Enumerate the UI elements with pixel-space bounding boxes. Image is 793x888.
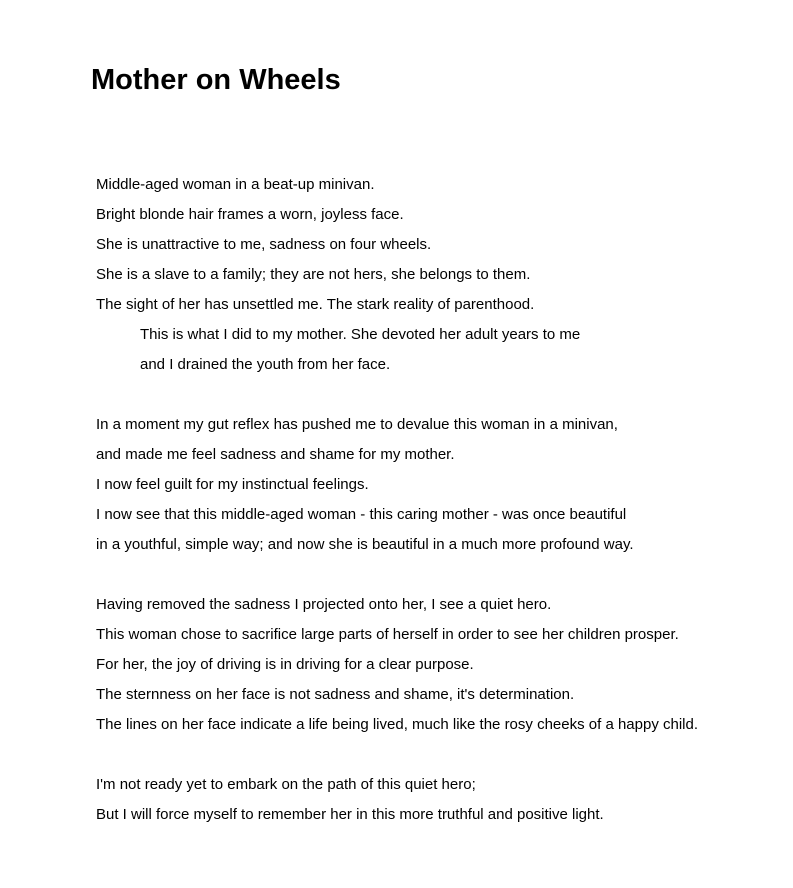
poem-line: She is unattractive to me, sadness on four wheels.: [96, 236, 432, 253]
poem-line: Bright blonde hair frames a worn, joyless face.: [96, 206, 404, 223]
stanza-1: [96, 170, 786, 380]
poem-line: The sternness on her face is not sadness and shame, it's determination.: [96, 686, 575, 703]
poem-line-indented: and I drained the youth from her face.: [140, 356, 391, 373]
poem-line: Middle-aged woman in a beat-up minivan.: [96, 176, 375, 193]
poem-title: Mother on Wheels: [91, 64, 341, 96]
poem-line: and made me feel sadness and shame for my mother.: [96, 446, 455, 463]
poem-line: I now feel guilt for my instinctual feelings.: [96, 476, 369, 493]
poem-line: I'm not ready yet to embark on the path of this quiet hero;: [96, 776, 476, 793]
poem-line: Having removed the sadness I projected onto her, I see a quiet hero.: [96, 596, 552, 613]
poem-line: This woman chose to sacrifice large parts of herself in order to see her children prosper.: [96, 626, 679, 643]
poem-line: in a youthful, simple way; and now she is beautiful in a much more profound way.: [96, 536, 634, 553]
poem-line: But I will force myself to remember her in this more truthful and positive light.: [96, 806, 604, 823]
poem-body: [96, 170, 786, 860]
poem-line-indented: This is what I did to my mother. She devoted her adult years to me: [140, 326, 581, 343]
poem-line: I now see that this middle-aged woman - this caring mother - was once beautiful: [96, 506, 627, 523]
stanza-2: [96, 410, 786, 560]
poem-line: The lines on her face indicate a life being lived, much like the rosy cheeks of a happy child.: [96, 716, 699, 733]
poem-line: In a moment my gut reflex has pushed me to devalue this woman in a minivan,: [96, 416, 618, 433]
stanza-3: [96, 590, 786, 740]
stanza-4: [96, 770, 786, 830]
poem-line: The sight of her has unsettled me. The stark reality of parenthood.: [96, 296, 535, 313]
poem-line: She is a slave to a family; they are not hers, she belongs to them.: [96, 266, 531, 283]
poem-line: For her, the joy of driving is in driving for a clear purpose.: [96, 656, 474, 673]
